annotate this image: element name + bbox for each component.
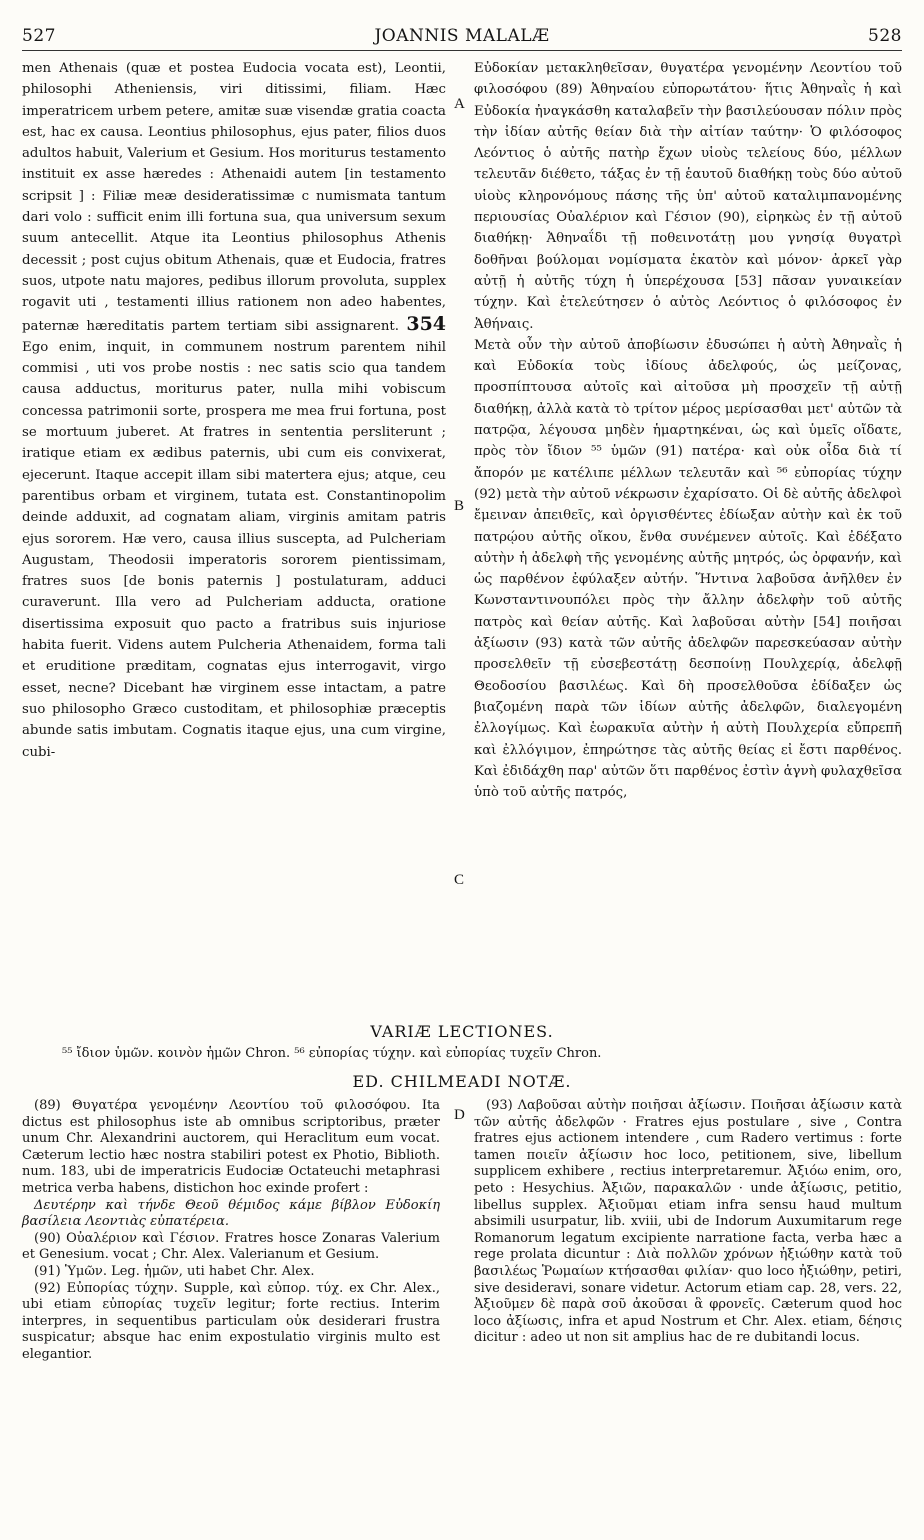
latin-text-1: men Athenais (quæ et postea Eudocia vocata est), Leontii, philosophi Atheniensis, viri ditissimi, filiam. Hæc imperatricem urbem petere, amitæ suæ visendæ gratia coacta est, hac ex causa. Leontius philosophus, ejus pater, filios duos adultos habuit, Valerium et Gesium. Hos moriturus testamento instituit ex asse hæredes : Athenaidi autem [in testamento scripsit ] : Filiæ meæ desideratissimæ c numismata tantum dari volo : sufficit enim illi fortuna sua, qua universum sexum suum antecellit. Atque ita Leontius philosophus Athenis decessit ; post cujus obitum Athenais, quæ et Eudocia, fratres suos, utpote natu majores, pedibus illorum provoluta, supplex rogavit uti , testamenti illius rationem non adeo habentes, paternæ hæreditatis partem tertiam sibi assignarent. — [22, 61, 446, 334]
notes-left-column — [22, 1098, 440, 1364]
notes-title: ED. CHILMEADI NOTÆ. — [352, 1072, 572, 1091]
page-number-right: 528 — [868, 26, 902, 46]
margin-marker-d: D — [454, 1107, 465, 1123]
note-92: (92) Εὐπορίας τύχην. Supple, καὶ εὐπορ. τύχ. ex Chr. Alex., ubi etiam εὐπορίας τυχεῖν legitur; forte rectius. Interim interpres, in sequentibus particulam οὐκ desiderari frustra suspicatur; absque hac enim expostulatio virginis multo est elegantior. — [22, 1280, 440, 1362]
page-marker-number: 354 — [406, 312, 447, 335]
note-91: (91) Ὑμῶν. Leg. ἡμῶν, uti habet Chr. Alex. — [34, 1263, 315, 1279]
note-90: (90) Οὐαλέριον καὶ Γέσιον. Fratres hosce Zonaras Valerium et Genesium. vocat ; Chr. Alex. Valerianum et Gesium. — [22, 1230, 440, 1263]
running-header — [22, 22, 902, 51]
page — [22, 22, 902, 1522]
note-89-distich: Δευτέρην καὶ τήνδε Θεοῦ θέμιδος κάμε βίβλον Εὐδοκίη βασίλεια Λεοντιὰς εὐπατέρεια. — [22, 1197, 440, 1230]
greek-text-1: Εὐδοκίαν μετακληθεῖσαν, θυγατέρα γενομένην Λεοντίου τοῦ φιλοσόφου (89) Ἀθηναίου εὐπορωτάτου· ἥτις Ἀθηναῒς ἡ καὶ Εὐδοκία ἠναγκάσθη καταλαβεῖν τὴν βασιλεύουσαν πόλιν πρὸς τὴν ἰδίαν αὐτῆς θείαν διὰ τὴν αἰτίαν ταύτην· Ὁ φιλόσοφος Λεόντιος ὁ αὐτῆς πατὴρ ἔχων υἱοὺς τελείους δύο, μέλλων τελευτᾶν διέθετο, τάξας ἐν τῇ ἑαυτοῦ διαθήκῃ τοὺς δύο αὐτοῦ υἱοὺς κληρονόμους πάσης τῆς ὑπ' αὐτοῦ καταλιμπανομένης περιουσίας Οὐαλέριον καὶ Γέσιον (90), εἰρηκὼς ἐν τῇ αὐτοῦ διαθήκῃ· Ἀθηναΐδι τῇ ποθεινοτάτῃ μου γνησίᾳ θυγατρὶ δοθῆναι βούλομαι νομίσματα ἑκατὸν καὶ μόνον· ἀρκεῖ γὰρ αὐτῇ ἡ αὐτῆς τύχη ἡ ὑπερέχουσα [53] πᾶσαν γυναικείαν τύχην. Καὶ ἐτελεύτησεν ὁ αὐτὸς Λεόντιος ὁ φιλόσοφος ἐν Ἀθήναις. — [474, 61, 902, 332]
page-number-left: 527 — [22, 26, 56, 46]
margin-marker-a: A — [454, 96, 465, 112]
latin-text-2: Ego enim, inquit, in communem nostrum parentem nihil commisi , uti vos probe nostis : nec satis scio qua tandem causa adductus, moriturus pater, nulla mihi vobiscum concessa patrimonii sorte, prospera me mea frui fortuna, post se mortuum juberet. At fratres in sententia persliterunt ; iratique etiam ex ædibus paternis, ubi cum eis convixerat, ejecerunt. Itaque accepit illam sibi matertera ejus; atque, ceu parentibus orbam et virginem, tutata est. Constantinopolim deinde adduxit, ad cognatam aliam, virginis amitam patris ejus sororem. Hæ vero, causa illius suscepta, ad Pulcheriam Augustam, Theodosii imperatoris sororem pientissimam, fratres suos [de bonis paternis ] postulaturam, adduci curaverunt. Illa vero ad Pulcheriam adducta, oratione disertissima exposuit quo pacto a fratribus suis injuriose habita fuerit. Videns autem Pulcheria Athenaidem, forma tali et eruditione præditam, cognatas ejus interrogavit, virgo esset, necne? Dicebant hæ virginem esse intactam, a patre suo philosopho Græco custoditam, et philosophiæ præceptis abunde satis imbutam. Cognatis itaque ejus, una cum virgine, cubi- — [22, 339, 446, 760]
latin-column — [22, 58, 446, 763]
note-93: (93) Λαβοῦσαι αὐτὴν ποιῆσαι ἀξίωσιν. Ποιῆσαι ἀξίωσιν κατὰ τῶν αὐτῆς ἀδελφῶν · Fratres ejus postulare , sive , Contra fratres ejus actionem intendere , cum Radero vertimus : forte tamen ποιεῖν ἀξίωσιν hoc loco, petitionem, sive, libellum supplicem exhibere , rectius interpretaremur. Ἀξιόω enim, oro, peto : Hesychius. Ἀξιῶν, παρακαλῶν · unde ἀξίωσις, petitio, libellus supplex. Ἀξιοῦμαι etiam infra sensu haud multum absimili usurpatur, lib. xviii, ubi de Indorum Auxumitarum rege Romanorum legatum excipiente narratione facta, verba hæc a rege prolata dicuntur : Διὰ πολλῶν χρόνων ἠξιώθην κατὰ τοῦ βασιλέως Ῥωμαίων κτήσασθαι φιλίαν· quo loco ἠξιώθην, petiri, sive desideravi, sonare videtur. Actorum etiam cap. 28, vers. 22, Ἀξιοῦμεν δὲ παρὰ σοῦ ἀκοῦσαι ἃ φρονεῖς. Cæterum quod hoc loco ἀξίωσις, infra et apud Nostrum et Chr. Alex. etiam, δέησις dicitur : adeo ut non sit amplius hac de re dubitandi locus. — [474, 1098, 902, 1346]
variae-title: VARIÆ LECTIONES. — [370, 1022, 554, 1041]
running-title: JOANNIS MALALÆ — [374, 26, 550, 46]
main-text — [22, 58, 902, 938]
variae-line: ⁵⁵ ἴδιον ὑμῶν. κοινὸν ἡμῶν Chron. ⁵⁶ εὐπορίας τύχην. καὶ εὐπορίας τυχεῖν Chron. — [62, 1046, 602, 1061]
margin-marker-c: C — [454, 872, 465, 888]
greek-text-2: Μετὰ οὖν τὴν αὐτοῦ ἀποβίωσιν ἐδυσώπει ἡ αὐτὴ Ἀθηναῒς ἡ καὶ Εὐδοκία τοὺς ἰδίους ἀδελφούς, ὡς μείζονας, προσπίπτουσα αὐτοῖς καὶ αἰτοῦσα μὴ προσχεῖν τῇ αὐτῇ διαθήκῃ, ἀλλὰ κατὰ τὸ τρίτον μέρος μερίσασθαι μετ' αὐτῶν τὰ πατρῷα, λέγουσα μηδὲν ἡμαρτηκέναι, ὡς καὶ ὑμεῖς οἴδατε, πρὸς τὸν ἴδιον ⁵⁵ ὑμῶν (91) πατέρα· καὶ οὐκ οἶδα διὰ τί ἄπορόν με κατέλιπε μέλλων τελευτᾶν καὶ ⁵⁶ εὐπορίας τύχην (92) μετὰ τὴν αὐτοῦ νέκρωσιν ἐχαρίσατο. Οἱ δὲ αὐτῆς ἀδελφοὶ ἔμειναν ἀπειθεῖς, καὶ ὀργισθέντες ἐδίωξαν αὐτὴν καὶ ἐκ τοῦ πατρῴου αὐτῆς οἴκου, ἔνθα συνέμενεν αὐτοῖς. Καὶ ἐδέξατο αὐτὴν ἡ ἀδελφὴ τῆς γενομένης αὐτῆς μητρός, ὡς ὀρφανήν, καὶ ὡς παρθένον ἐφύλαξεν αὐτήν. Ἥντινα λαβοῦσα ἀνῆλθεν ἐν Κωνσταντινουπόλει πρὸς τὴν ἄλλην ἀδελφὴν τοῦ αὐτῆς πατρὸς καὶ θείαν αὐτῆς. Καὶ λαβοῦσαι αὐτὴν [54] ποιῆσαι ἀξίωσιν (93) κατὰ τῶν αὐτῆς ἀδελφῶν παρεσκεύασαν αὐτὴν προσελθεῖν τῇ εὐσεβεστάτῃ δεσποίνῃ Πουλχερίᾳ, ἀδελφῇ Θεοδοσίου βασιλέως. Καὶ δὴ προσελθοῦσα ἐδίδαξεν ὡς βιαζομένη παρὰ τῶν ἰδίων αὐτῆς ἀδελφῶν, διαλεγομένη ἐλλογίμως. Καὶ ἑωρακυῖα αὐτὴν ἡ αὐτὴ Πουλχερία εὔπρεπῆ καὶ ἐλλόγιμον, ἐπηρώτησε τὰς αὐτῆς θείας εἰ ἔστι παρθένος. Καὶ ἐδιδάχθη παρ' αὐτῶν ὅτι παρθένος ἐστὶν ἁγνὴ φυλαχθεῖσα ὑπὸ τοῦ αὐτῆς πατρός, — [474, 337, 902, 801]
margin-marker-b: B — [454, 498, 465, 514]
notes-right-column — [474, 1098, 902, 1347]
greek-column — [474, 58, 902, 803]
note-89: (89) Θυγατέρα γενομένην Λεοντίου τοῦ φιλοσόφου. Ita dictus est philosophus iste ab omnibus scriptoribus, præter unum Chr. Alexandrini auctorem, qui Heraclitum eum vocat. Cæterum lectio hæc nostra stabiliri potest ex Photio, Biblioth. num. 183, ubi de imperatricis Eudociæ Octateuchi metaphrasi metrica verba habens, distichon hoc exinde profert : — [22, 1098, 440, 1196]
